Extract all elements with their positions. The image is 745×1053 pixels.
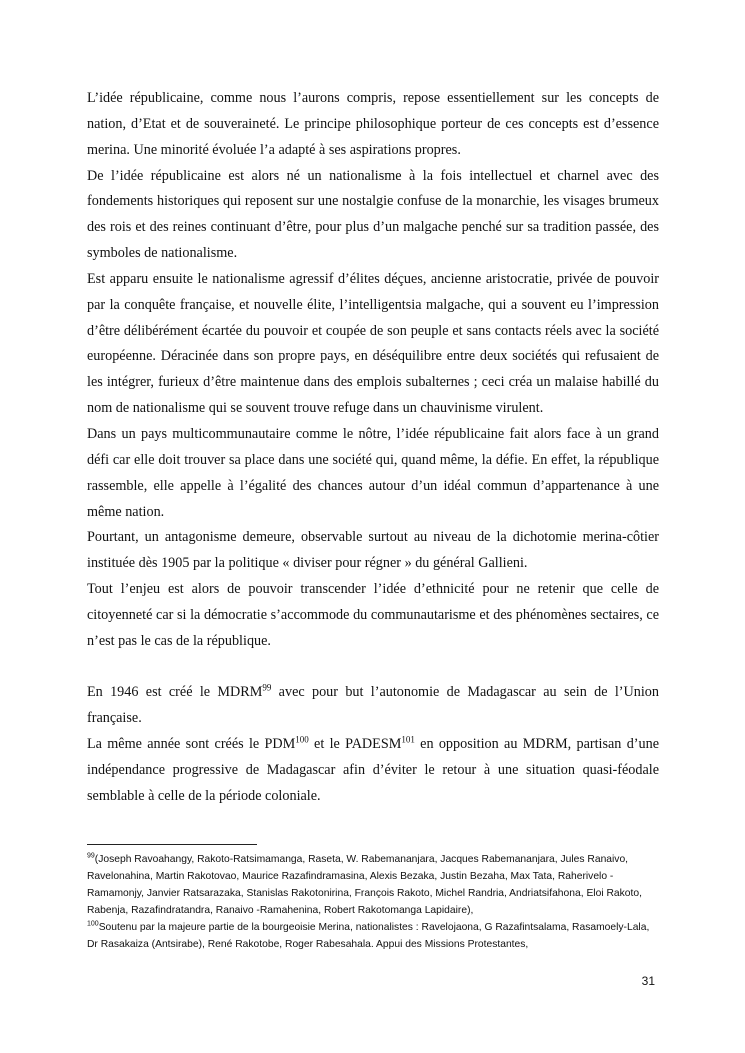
paragraph-7-text-a: En 1946 est créé le MDRM (87, 684, 263, 701)
footnote-text: Soutenu par la majeure partie de la bourgeoisie Merina, nationalistes : Ravelojaona, G Razafintsalama, Rasamoely-Lala, Dr Rasakaiza (Antsirabe), René Rakotobe, Roger Rabesahala. Appui des Missions Protestantes, (87, 922, 650, 950)
paragraph-7-text-b: avec pour but l’autonomie de Madagascar au sein de l’Union française. (87, 684, 659, 727)
footnote-separator (87, 844, 257, 845)
paragraph-6: Tout l’enjeu est alors de pouvoir transcender l’idée d’ethnicité pour ne retenir que celle de citoyenneté car si la démocratie s’accommode du communautarisme et des phénomènes sectaires, ce n’est pas le cas de la république. (87, 581, 659, 649)
paragraph-8 (87, 732, 659, 810)
body-text (87, 86, 659, 810)
footnote-99 (87, 851, 657, 919)
footnote-text: (Joseph Ravoahangy, Rakoto-Ratsimamanga, Raseta, W. Rabemananjara, Jacques Rabemananjara, Jules Ranaivo, Ravelonahina, Martin Rakotovao, Maurice Razafindramasina, Alexis Bezaka, Justin Bezaha, Max Tata, Raherivelo -Ramamonjy, Janvier Ratsarazaka, Stanislas Rakotonirina, François Rakoto, Michel Randria, Andriatsifahona, Eloi Rakoto, Rabenja, Razafindratandra, Ranaivo -Ramahenina, Robert Rakotomanga Lapidaire), (87, 854, 642, 916)
footnote-ref-100[interactable]: 100 (295, 734, 309, 745)
paragraph-3: Est apparu ensuite le nationalisme agressif d’élites déçues, ancienne aristocratie, privée de pouvoir par la conquête française, et nouvelle élite, l’intelligentsia malgache, qui a souvent eu l’impression d’être délibérément écartée du pouvoir et coupée de son peuple et sans contacts réels avec la société européenne. Déracinée dans son propre pays, en déséquilibre entre deux sociétés qui refusaient de les intégrer, furieux d’être maintenue dans des emplois subalternes ; ceci créa un malaise habillé du nom de nationalisme qui se souvent trouve refuge dans un chauvinisme virulent. (87, 270, 659, 417)
footnote-100 (87, 919, 657, 953)
paragraph-8-text-c: en opposition au MDRM, partisan d’une indépendance progressive de Madagascar afin d’éviter le retour à une situation quasi-féodale semblable à celle de la période coloniale. (87, 736, 659, 804)
paragraph-2: De l’idée républicaine est alors né un nationalisme à la fois intellectuel et charnel avec des fondements historiques qui reposent sur une nostalgie confuse de la monarchie, les visages brumeux des rois et des reines continuant d’être, pour plus d’un malgache penché sur sa tradition passée, des symboles de nationalisme. (87, 167, 659, 262)
paragraph-5: Pourtant, un antagonisme demeure, observable surtout au niveau de la dichotomie merina-côtier instituée dès 1905 par la politique « diviser pour régner » du général Gallieni. (87, 529, 659, 572)
paragraph-4: Dans un pays multicommunautaire comme le nôtre, l’idée républicaine fait alors face à un grand défi car elle doit trouver sa place dans une société qui, quand même, la défie. En effet, la république rassemble, elle appelle à l’égalité des chances autour d’un idéal commun d’appartenance à une même nation. (87, 425, 659, 520)
paragraph-8-text-b: et le PADESM (308, 736, 402, 753)
paragraph-spacer (87, 655, 659, 681)
footnote-ref-99[interactable]: 99 (262, 682, 272, 693)
page-number: 31 (641, 974, 655, 988)
footnote-number: 100 (87, 920, 99, 928)
footnotes (87, 851, 657, 953)
paragraph-8-text-a: La même année sont créés le PDM (87, 736, 296, 753)
paragraph-7 (87, 680, 659, 732)
paragraph-1: L’idée républicaine, comme nous l’aurons compris, repose essentiellement sur les concepts de nation, d’Etat et de souveraineté. Le principe philosophique porteur de ces concepts est d’essence merina. Une minorité évoluée l’a adapté à ses aspirations propres. (87, 90, 659, 158)
footnote-ref-101[interactable]: 101 (401, 734, 415, 745)
footnote-number: 99 (87, 852, 95, 860)
